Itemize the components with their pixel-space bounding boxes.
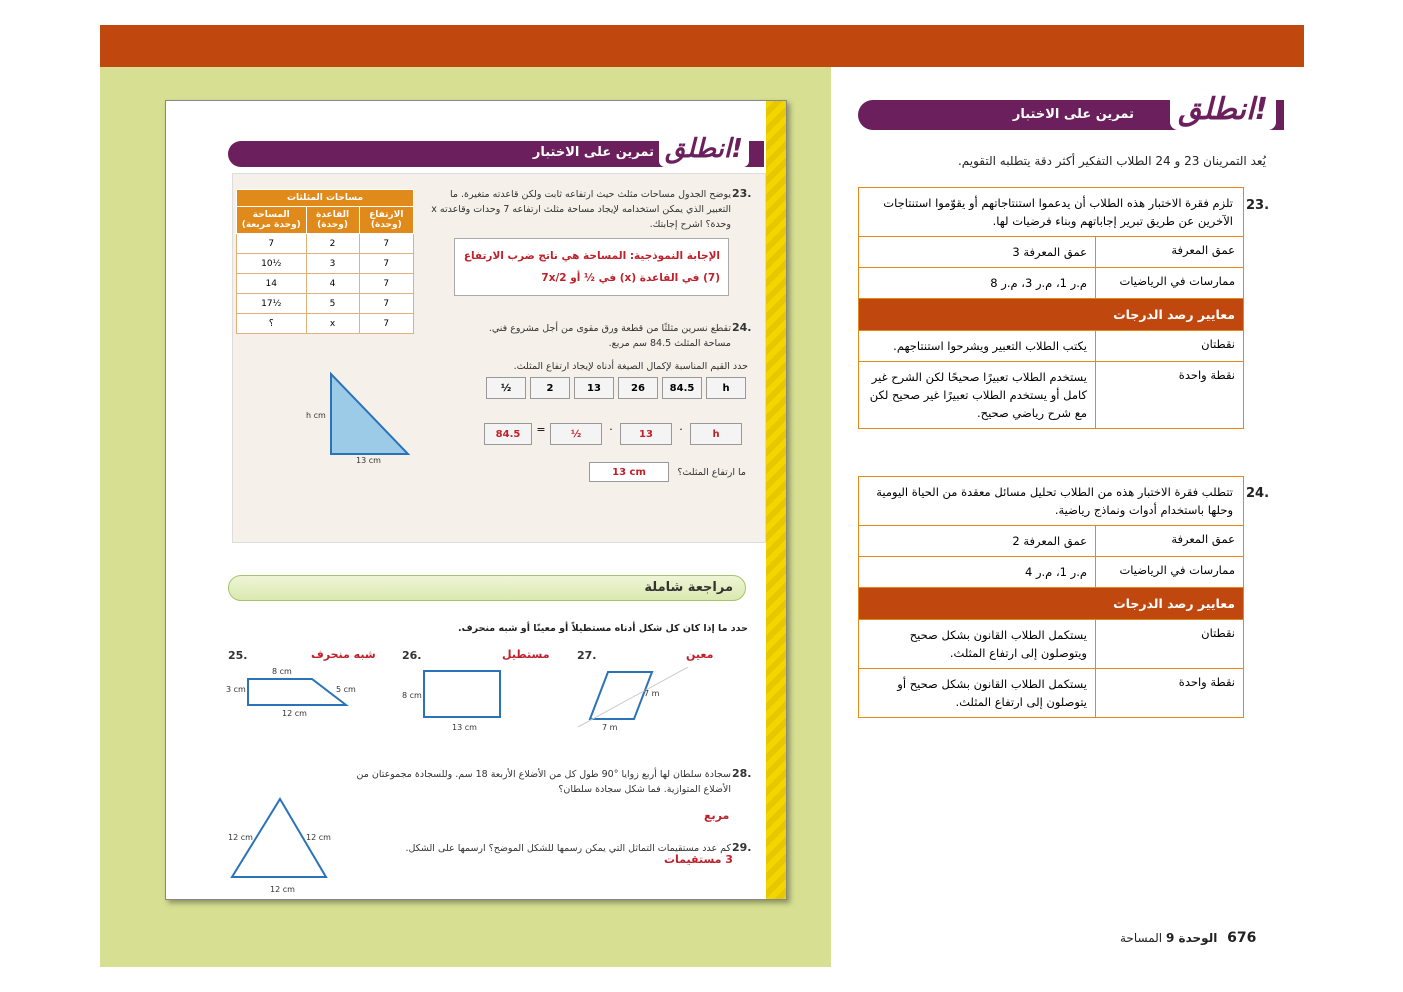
page-footer xyxy=(1120,930,1256,946)
tile[interactable]: 84.5 xyxy=(662,377,702,399)
teacher-banner-title: تمرين على الاختبار xyxy=(1012,107,1134,122)
table-cell: 17½ xyxy=(237,294,307,314)
table-cell: 7 xyxy=(359,314,413,334)
student-page xyxy=(165,100,787,900)
row-value: م.ر 1، م.ر 3، م.ر 8 xyxy=(990,276,1087,290)
table-cell: 2 xyxy=(306,234,359,254)
tile[interactable]: 26 xyxy=(618,377,658,399)
rubric-key: نقطتان xyxy=(1095,620,1243,668)
formula-operator: = xyxy=(536,423,546,436)
formula-slot[interactable]: ½ xyxy=(550,423,602,445)
tile[interactable]: 2 xyxy=(530,377,570,399)
q24-rubric-row xyxy=(859,668,1243,717)
q24-teacher-block xyxy=(858,476,1244,718)
teacher-banner xyxy=(858,92,1284,130)
table-cell: 7 xyxy=(359,294,413,314)
table-cell: 3 xyxy=(306,254,359,274)
q27-answer: معين xyxy=(686,648,714,661)
rectangle-width-label: 13 cm xyxy=(452,723,477,732)
rubric-value: يكتب الطلاب التعبير ويشرحوا استنتاجهم. xyxy=(893,339,1087,353)
row-key: ممارسات في الرياضيات xyxy=(1095,557,1243,587)
rhombus-side-label: 7 m xyxy=(644,689,660,698)
unit-label: الوحدة 9 xyxy=(1165,931,1218,945)
table-header: القاعدة (وحدة) xyxy=(306,207,359,234)
rectangle-height-label: 8 cm xyxy=(402,691,422,700)
q24-row xyxy=(859,525,1243,556)
formula-operator: · xyxy=(679,423,683,436)
q24-rubric-title: معايير رصد الدرجات xyxy=(859,587,1243,619)
q24-teacher-desc: تتطلب فقرة الاختبار هذه من الطلاب تحليل مسائل معقدة من الحياة اليومية وحلها باستخدام أدوات ونماذج رياضية. xyxy=(876,485,1233,517)
triangle-right-label: 12 cm xyxy=(306,833,331,842)
q28-text: سجادة سلطان لها أربع زوايا °90 طول كل من الأضلاع الأربعة 18 سم. وللسجادة مجموعتان من الأضلاع المتوازية. فما شكل سجادة سلطان؟ xyxy=(356,769,731,795)
q28-number: 28. xyxy=(732,767,752,780)
student-banner xyxy=(228,134,764,167)
formula-row xyxy=(484,423,742,445)
q23-number: 23. xyxy=(732,187,752,200)
q29-text: كم عدد مستقيمات التماثل التي يمكن رسمها للشكل الموضح؟ ارسمها على الشكل. xyxy=(405,843,731,854)
rhombus-base-label: 7 m xyxy=(602,723,618,732)
q23-rubric-title: معايير رصد الدرجات xyxy=(859,298,1243,330)
areas-table-title: مساحات المثلثات xyxy=(237,190,414,207)
triangle-bottom-label: 12 cm xyxy=(270,885,295,894)
triangle-left-label: 12 cm xyxy=(228,833,253,842)
q24-teacher-number: 24. xyxy=(1246,486,1270,501)
q29-number: 29. xyxy=(732,841,752,854)
height-answer-field[interactable]: 13 cm xyxy=(589,462,669,482)
q23-answer-box xyxy=(454,238,729,296)
q23-teacher-number: 23. xyxy=(1246,198,1270,213)
page-edge-strip xyxy=(766,101,786,899)
table-cell: 7 xyxy=(359,274,413,294)
rubric-key: نقطة واحدة xyxy=(1095,669,1243,717)
triangle-base-label: 13 cm xyxy=(356,456,381,465)
teacher-banner-logo: انطلق! xyxy=(1170,90,1276,130)
q23-text: يوضح الجدول مساحات مثلث حيث ارتفاعه ثابت ولكن قاعدته متغيرة. ما التعبير الذي يمكن استخدامه لإيجاد مساحة مثلث ارتفاعه 7 وحدات وقاعدته x وحدة؟ اشرح إجابتك. xyxy=(431,189,731,230)
table-row xyxy=(237,234,414,254)
formula-operator: · xyxy=(609,423,613,436)
areas-table xyxy=(236,189,414,334)
table-row xyxy=(237,254,414,274)
q26-answer: مستطيل xyxy=(502,648,550,661)
row-value: م.ر 1، م.ر 4 xyxy=(1024,565,1087,579)
intro-text: يُعد التمرينان 23 و 24 الطلاب التفكير أكثر دقة يتطلبه التقويم. xyxy=(957,154,1266,168)
table-row xyxy=(237,274,414,294)
formula-slot[interactable]: h xyxy=(690,423,742,445)
student-banner-logo: انطلق! xyxy=(659,131,749,167)
table-row xyxy=(237,294,414,314)
review-bar xyxy=(228,575,746,601)
q23-teacher-block xyxy=(858,187,1244,429)
student-banner-title: تمرين على الاختبار xyxy=(532,145,654,160)
table-row xyxy=(237,314,414,334)
tile[interactable]: ½ xyxy=(486,377,526,399)
table-cell: x xyxy=(306,314,359,334)
page-number: 676 xyxy=(1227,930,1257,946)
q24-number: 24. xyxy=(732,321,752,334)
tile[interactable]: 13 xyxy=(574,377,614,399)
q23-row xyxy=(859,236,1243,267)
rubric-key: نقطة واحدة xyxy=(1095,362,1243,428)
trapezoid-side-label: 5 cm xyxy=(336,685,356,694)
table-cell: 10½ xyxy=(237,254,307,274)
table-header: المساحة (وحدة مربعة) xyxy=(237,207,307,234)
table-cell: 4 xyxy=(306,274,359,294)
table-cell: 7 xyxy=(359,234,413,254)
q24-rubric-row xyxy=(859,619,1243,668)
q23-teacher-desc: تلزم فقرة الاختبار هذه الطلاب أن يدعموا استنتاجاتهم أو يقوّموا استنتاجات الآخرين عن طريق تبرير إجاباتهم وبناء فرضيات لها. xyxy=(883,196,1233,228)
formula-slot[interactable]: 13 xyxy=(620,423,672,445)
q23-rubric-row xyxy=(859,361,1243,428)
q25-answer: شبه منحرف xyxy=(311,648,376,661)
row-key: عمق المعرفة xyxy=(1095,526,1243,556)
trapezoid-height-label: 3 cm xyxy=(226,685,246,694)
review-title: مراجعة شاملة xyxy=(644,580,733,595)
q27-number: 27. xyxy=(577,649,597,662)
q23-row xyxy=(859,267,1243,298)
rubric-value: يستكمل الطلاب القانون بشكل صحيح ويتوصلون إلى ارتفاع المثلث. xyxy=(909,628,1087,660)
table-cell: 7 xyxy=(237,234,307,254)
top-color-bar xyxy=(100,25,1304,67)
formula-slot[interactable]: 84.5 xyxy=(484,423,532,445)
q26-number: 26. xyxy=(402,649,422,662)
rubric-value: يستخدم الطلاب تعبيرًا صحيحًا لكن الشرح غير كامل أو يستخدم الطلاب تعبيرًا غير صحيح لكن مع شرح رياضي صحيح. xyxy=(869,370,1087,420)
q28-answer: مربع xyxy=(704,809,730,822)
triangle-height-label: h cm xyxy=(306,411,326,420)
q24-row xyxy=(859,556,1243,587)
rectangle-figure xyxy=(416,669,506,721)
answer-tiles xyxy=(486,377,746,399)
rubric-value: يستكمل الطلاب القانون بشكل صحيح أو يتوصلون إلى ارتفاع المثلث. xyxy=(897,677,1087,709)
rhombus-figure xyxy=(578,667,688,731)
q29-answer: 3 مستقيمات xyxy=(664,853,733,866)
q24-prompt: حدد القيم المناسبة لإكمال الصيغة أدناه لإيجاد ارتفاع المثلث. xyxy=(513,361,748,372)
table-cell: 5 xyxy=(306,294,359,314)
q23-answer: الإجابة النموذجية: المساحة هي ناتج ضرب الارتفاع (7) في القاعدة (x) في ½ أو 7x/2 xyxy=(463,250,720,284)
table-cell: 14 xyxy=(237,274,307,294)
table-cell: 7 xyxy=(359,254,413,274)
trapezoid-figure xyxy=(242,677,352,711)
tile[interactable]: h xyxy=(706,377,746,399)
q24-text: تقطع نسرين مثلثًا من قطعة ورق مقوى من أجل مشروع فني. مساحة المثلث 84.5 سم مربع. xyxy=(488,323,731,349)
row-key: ممارسات في الرياضيات xyxy=(1095,268,1243,298)
rubric-key: نقطتان xyxy=(1095,331,1243,361)
q23-rubric-row xyxy=(859,330,1243,361)
review-prompt: حدد ما إذا كان كل شكل أدناه مستطيلاً أو معينًا أو شبه منحرف. xyxy=(458,623,748,634)
trapezoid-top-label: 8 cm xyxy=(272,667,292,676)
q25-number: 25. xyxy=(228,649,248,662)
row-key: عمق المعرفة xyxy=(1095,237,1243,267)
row-value: عمق المعرفة 2 xyxy=(1012,534,1087,548)
table-cell: ؟ xyxy=(237,314,307,334)
table-header: الارتفاع (وحدة) xyxy=(359,207,413,234)
unit-title: المساحة xyxy=(1120,931,1163,945)
trapezoid-base-label: 12 cm xyxy=(282,709,307,718)
row-value: عمق المعرفة 3 xyxy=(1012,245,1087,259)
height-question: ما ارتفاع المثلث؟ xyxy=(677,467,746,478)
